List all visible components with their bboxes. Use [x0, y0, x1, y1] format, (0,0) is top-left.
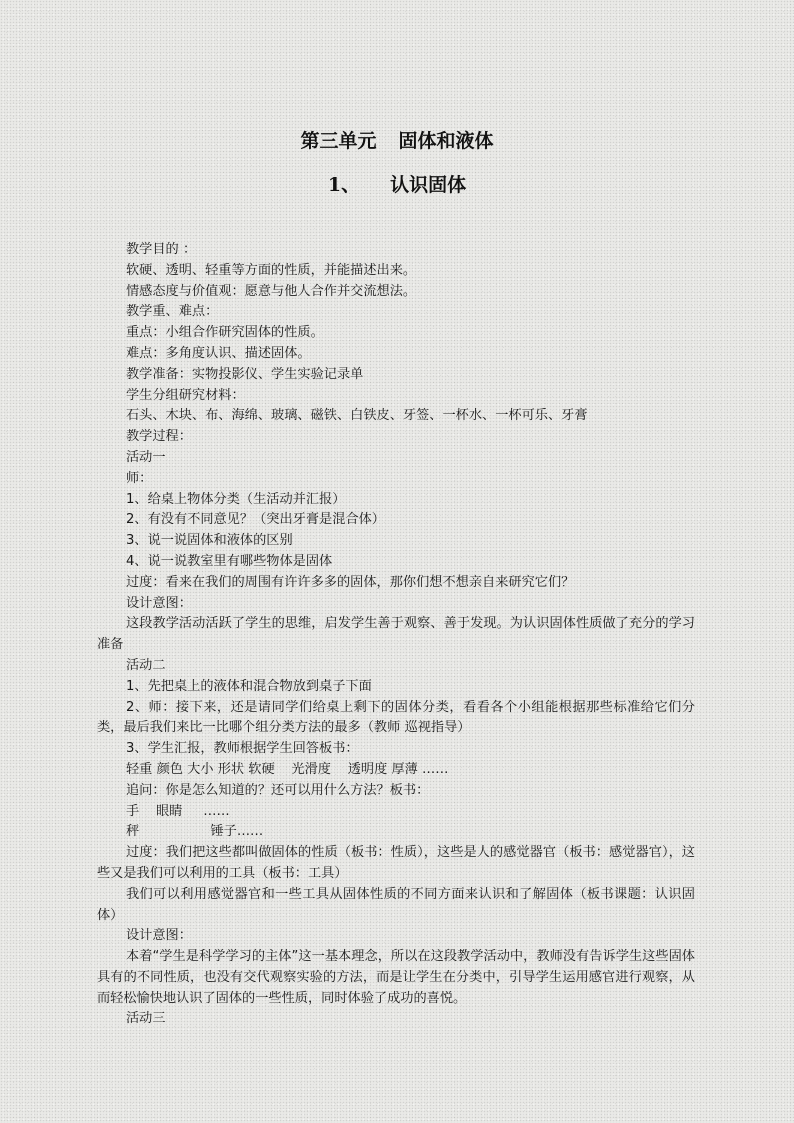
paragraph: 软硬、透明、轻重等方面的性质，并能描述出来。 — [126, 262, 417, 278]
paragraph: 师： — [126, 470, 153, 486]
paragraph: 本着“学生是科学学习的主体”这一基本理念，所以在这段教学活动中，教师没有告诉学生这些固体具有的不同性质，也没有交代观察实验的方法，而是让学生在分类中，引导学生运用感官进行观察，从而轻松愉快地认识了固体的一些性质，同时体验了成功的喜悦。 — [97, 949, 695, 1006]
paragraph: 我们可以利用感觉器官和一些工具从固体性质的不同方面来认识和了解固体（板书课题：认识固体） — [97, 886, 695, 923]
paragraph: 重点：小组合作研究固体的性质。 — [126, 325, 324, 341]
paragraph: 教学准备：实物投影仪、学生实验记录单 — [126, 366, 364, 382]
lesson-number: 1、 — [327, 174, 361, 196]
lesson-body — [97, 240, 695, 1030]
paragraph: 教学重、难点： — [126, 304, 219, 320]
lesson-title: 认识固体 — [390, 174, 467, 196]
paragraph: 活动一 — [126, 449, 166, 465]
paragraph: 这段教学活动活跃了学生的思维，启发学生善于观察、善于发现。为认识固体性质做了充分的学习准备 — [97, 616, 695, 653]
unit-title: 固体和液体 — [398, 130, 494, 152]
lesson-heading — [0, 170, 794, 197]
unit-heading — [0, 126, 794, 153]
paragraph: 2、有没有不同意见？（突出牙膏是混合体） — [126, 512, 385, 528]
paragraph: 1、给桌上物体分类（生活动并汇报） — [126, 491, 346, 507]
paragraph: 4、说一说教室里有哪些物体是固体 — [126, 553, 333, 569]
paragraph: 3、说一说固体和液体的区别 — [126, 533, 293, 549]
paragraph: 难点：多角度认识、描述固体。 — [126, 345, 311, 361]
paragraph: 情感态度与价值观：愿意与他人合作并交流想法。 — [126, 283, 417, 299]
paragraph: 3、学生汇报，教师根据学生回答板书： — [126, 741, 359, 757]
paragraph: 教学过程： — [126, 429, 192, 445]
paragraph: 石头、木块、布、海绵、玻璃、磁铁、白铁皮、牙签、一杯水、一杯可乐、牙膏 — [126, 408, 588, 424]
paragraph: 过度：看来在我们的周围有许许多多的固体，那你们想不想亲自来研究它们？ — [126, 574, 575, 590]
paragraph: 手 眼睛 …… — [126, 803, 230, 819]
paragraph: 轻重 颜色 大小 形状 软硬 光滑度 透明度 厚薄 …… — [126, 761, 449, 777]
paragraph: 2、师：接下来，还是请同学们给桌上剩下的固体分类，看看各个小组能根据那些标准给它们分类，最后我们来比一比哪个组分类方法的最多（教师 巡视指导） — [97, 699, 695, 736]
paragraph: 设计意图： — [126, 595, 192, 611]
paragraph: 教学目的 ： — [126, 242, 197, 257]
paragraph: 过度：我们把这些都叫做固体的性质（板书：性质），这些是人的感觉器官（板书：感觉器官），这些又是我们可以利用的工具（板书：工具） — [97, 845, 695, 881]
paragraph: 学生分组研究材料： — [126, 387, 245, 403]
paragraph: 活动三 — [126, 1011, 166, 1027]
paragraph: 追问：你是怎么知道的？还可以用什么方法？板书： — [126, 782, 430, 798]
paragraph: 秤 锤子…… — [126, 824, 264, 840]
paragraph: 1、先把桌上的液体和混合物放到桌子下面 — [126, 678, 372, 694]
paragraph: 设计意图： — [126, 928, 192, 944]
paragraph: 活动二 — [126, 657, 166, 673]
unit-label: 第三单元 — [300, 130, 377, 152]
